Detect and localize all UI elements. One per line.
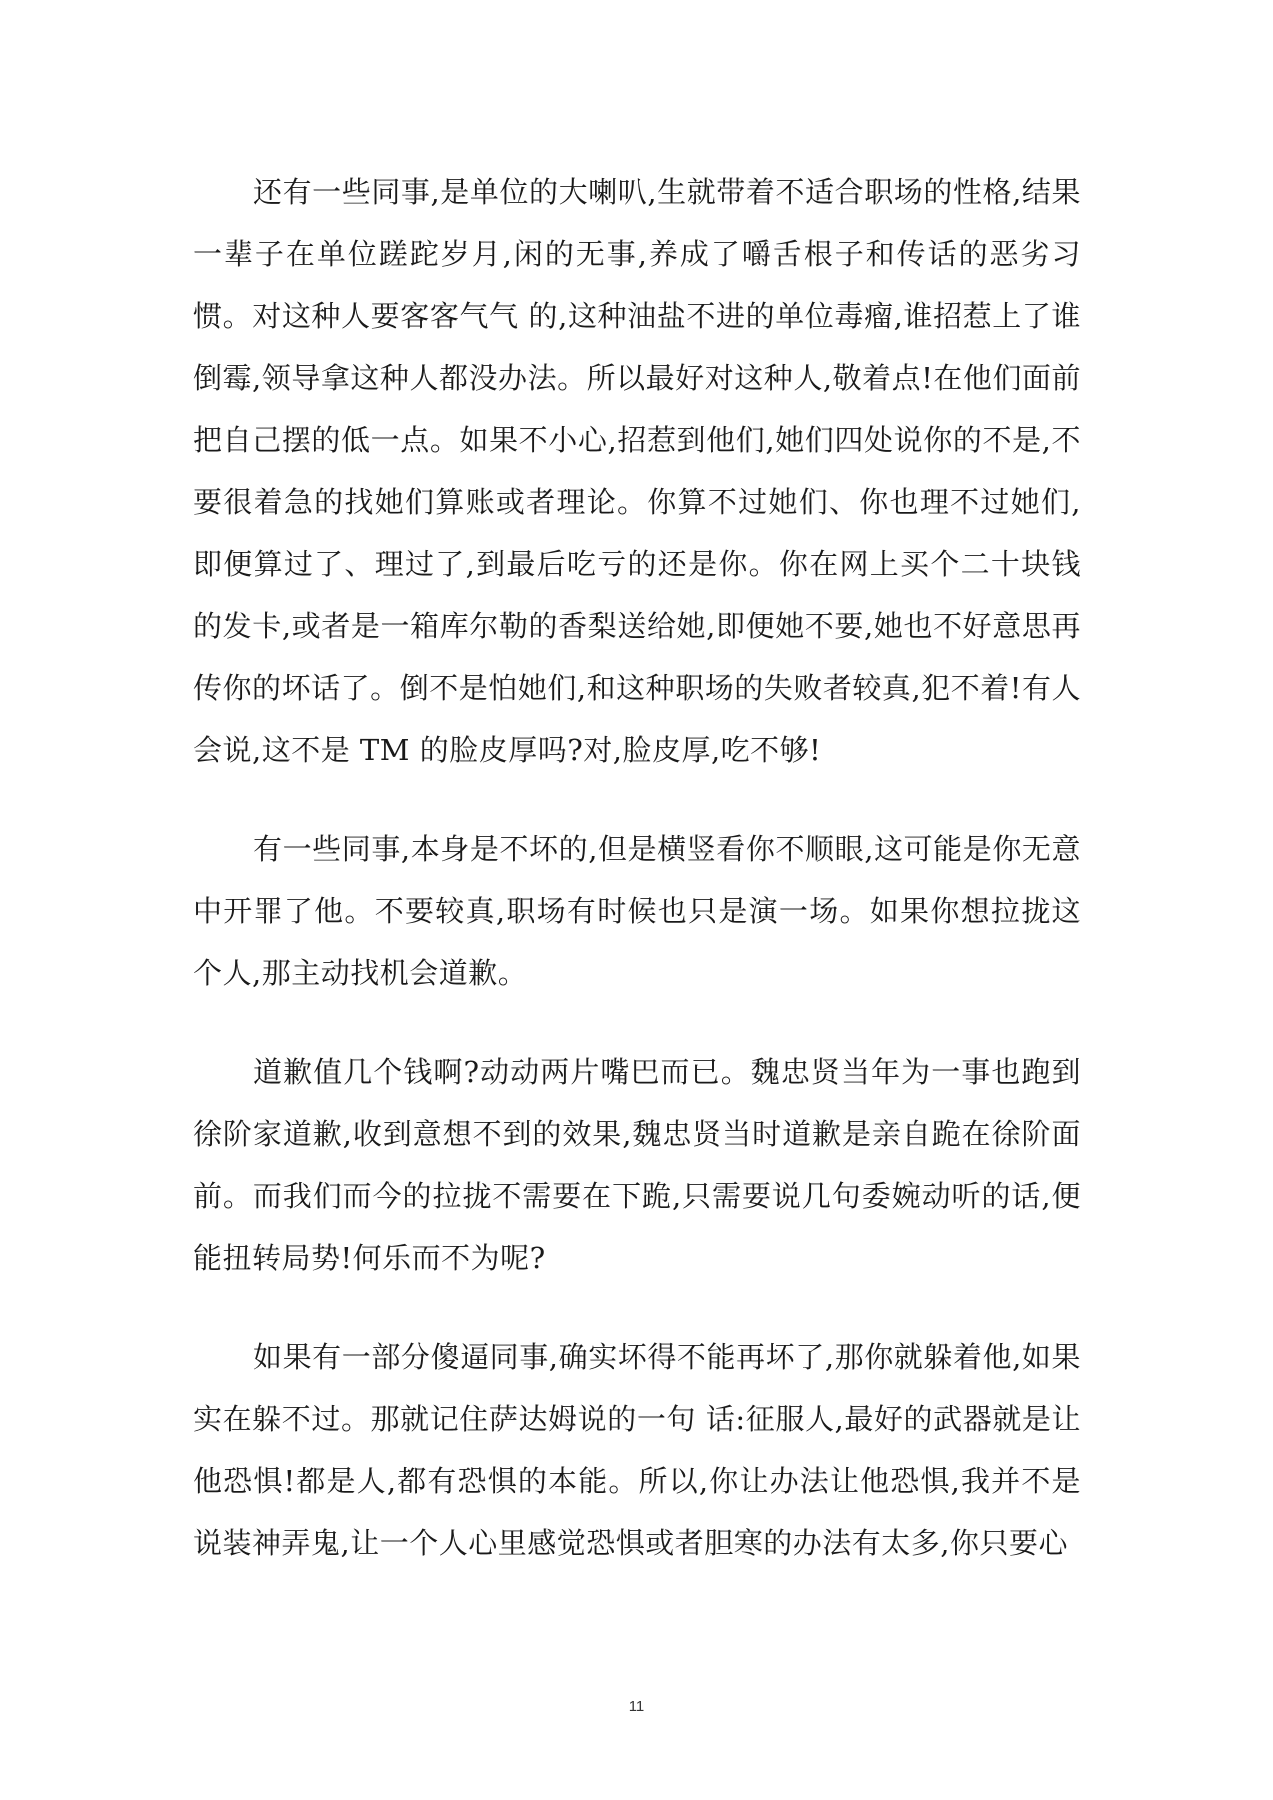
paragraph-4: 如果有一部分傻逼同事,确实坏得不能再坏了,那你就躲着他,如果实在躲不过。那就记住萨达姆说的一句 话:征服人,最好的武器就是让他恐惧!都是人,都有恐惧的本能。所以,你让办法让他恐惧,我并不是说装神弄鬼,让一个人心里感觉恐惧或者胆寒的办法有太多,你只要心 [193,1340,1081,1560]
paragraph-3: 道歉值几个钱啊?动动两片嘴巴而已。魏忠贤当年为一事也跑到徐阶家道歉,收到意想不到的效果,魏忠贤当时道歉是亲自跪在徐阶面前。而我们而今的拉拢不需要在下跪,只需要说几句委婉动听的话,便能扭转局势!何乐而不为呢? [193,1055,1081,1275]
paragraph-2: 有一些同事,本身是不坏的,但是横竖看你不顺眼,这可能是你无意中开罪了他。不要较真,职场有时候也只是演一场。如果你想拉拢这个人,那主动找机会道歉。 [193,832,1081,990]
paragraph-1: 还有一些同事,是单位的大喇叭,生就带着不适合职场的性格,结果一辈子在单位蹉跎岁月,闲的无事,养成了嚼舌根子和传话的恶劣习惯。对这种人要客客气气 的,这种油盐不进的单位毒瘤,谁招惹上了谁倒霉,领导拿这种人都没办法。所以最好对这种人,敬着点!在他们面前把自己摆的低一点。如果不小心,招惹到他们,她们四处说你的不是,不要很着急的找她们算账或者理论。你算不过她们、你也理不过她们,即便算过了、理过了,到最后吃亏的还是你。你在网上买个二十块钱的发卡,或者是一箱库尔勒的香梨送给她,即便她不要,她也不好意思再传你的坏话了。倒不是怕她们,和这种职场的失败者较真,犯不着!有人会说,这不是 TM 的脸皮厚吗?对,脸皮厚,吃不够! [193,175,1081,767]
body-text [193,161,1081,1611]
page-number: 11 [628,1698,645,1715]
